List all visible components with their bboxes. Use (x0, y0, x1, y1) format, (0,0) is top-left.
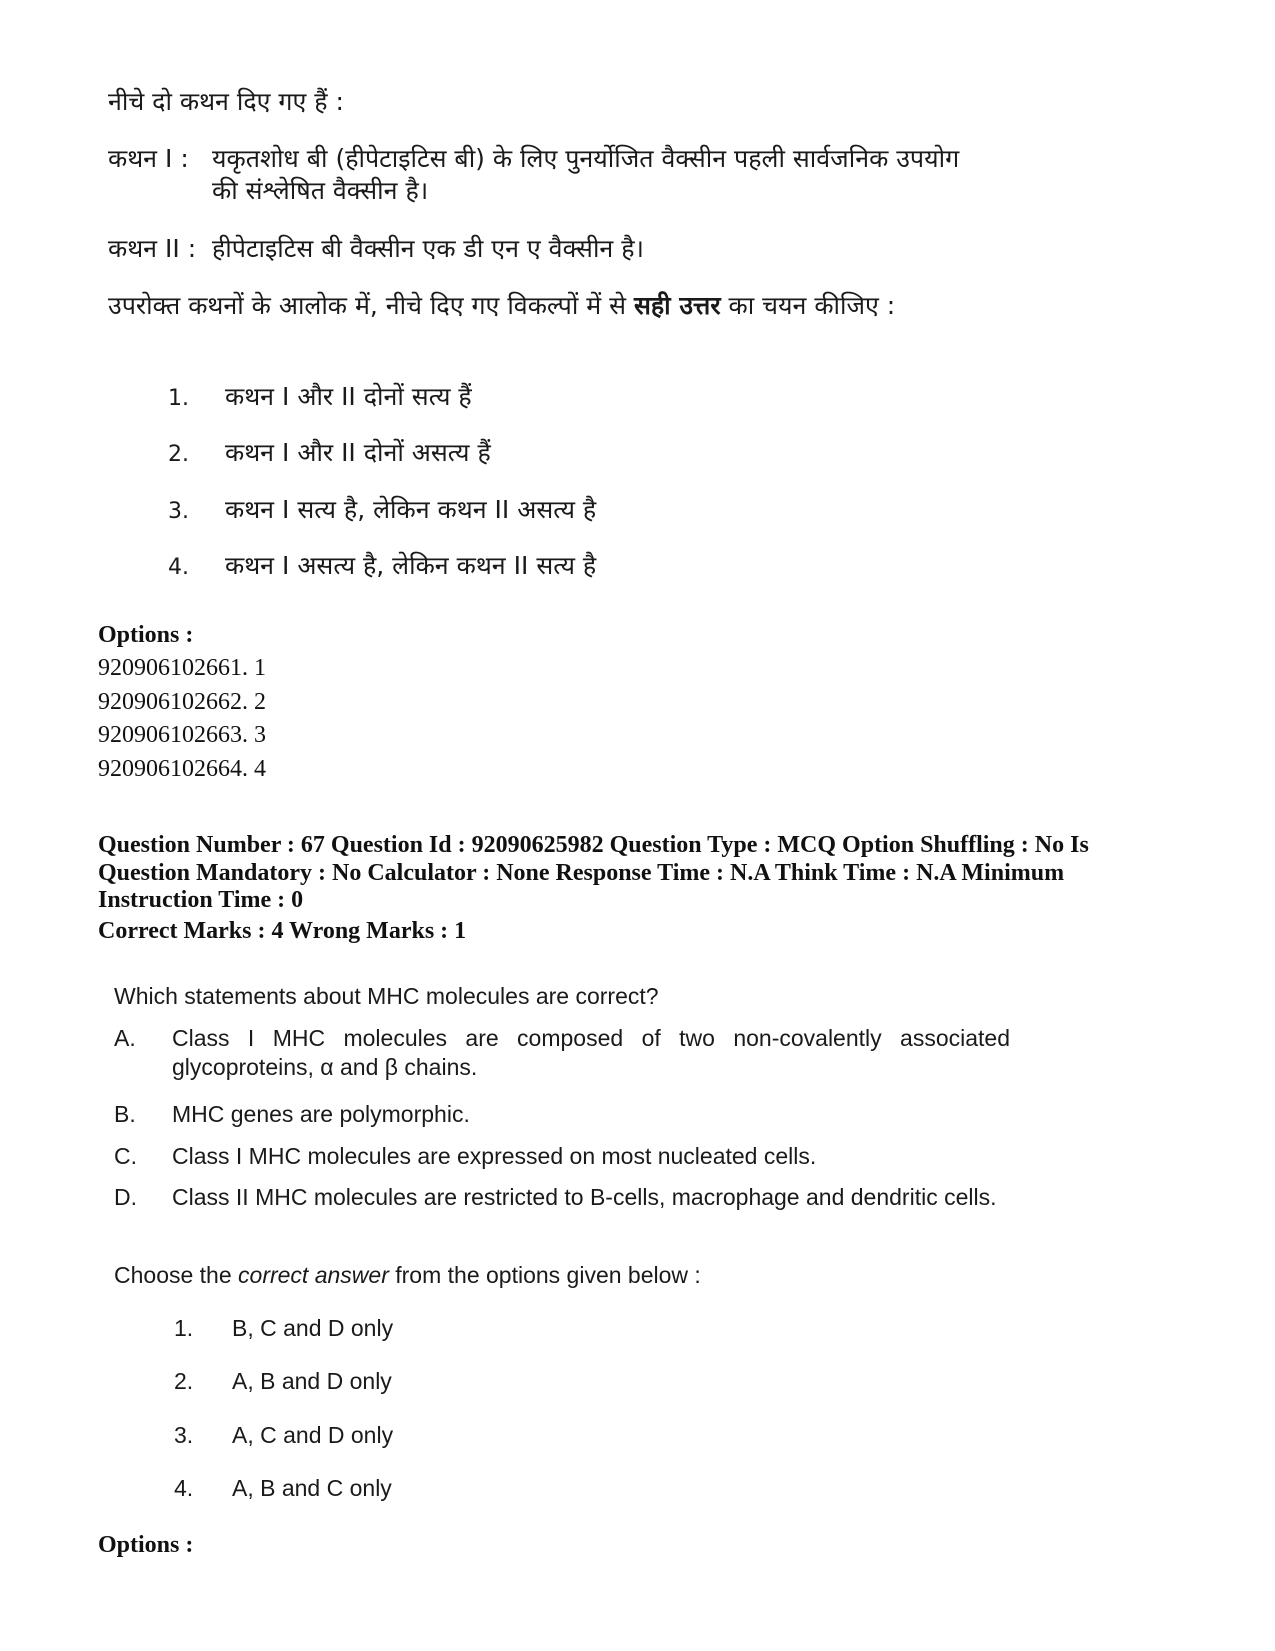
choice-text: A, B and C only (232, 1475, 392, 1501)
choose-before: Choose the (114, 1262, 232, 1288)
english-question: Which statements about MHC molecules are correct? (114, 983, 659, 1009)
hindi-statement-1-label: कथन I : (108, 144, 189, 173)
hindi-choice-number: 2. (168, 442, 189, 467)
english-statement-d (114, 1183, 1014, 1212)
choice-text: A, B and D only (232, 1368, 392, 1394)
hindi-choice-number: 3. (168, 499, 189, 524)
hindi-choice-text: कथन I और II दोनों असत्य हैं (225, 438, 491, 467)
option-line: 920906102662. 2 (98, 689, 266, 715)
choice-text: A, C and D only (232, 1422, 394, 1448)
statement-text: Class I MHC molecules are composed of two non-covalently associated glycoproteins, α and β chains. (172, 1025, 1010, 1080)
hindi-instruction (108, 290, 988, 322)
hindi-choice-number: 4. (168, 555, 189, 580)
english-statement-a (114, 1024, 1014, 1082)
statement-label: A. (114, 1025, 136, 1051)
hindi-statement-1-text: यकृतशोध बी (हीपेटाइटिस बी) के लिए पुनर्योजित वैक्सीन पहली सार्वजनिक उपयोग की संश्लेषित वैक्सीन है। (212, 144, 960, 205)
option-line: 920906102663. 3 (98, 722, 266, 748)
hindi-statement-1 (108, 143, 988, 207)
statement-text: MHC genes are polymorphic. (172, 1101, 470, 1127)
hindi-statement-2-label: कथन II : (108, 234, 197, 263)
option-line: 920906102661. 1 (98, 655, 266, 681)
choose-italic: correct answer (238, 1262, 389, 1288)
question-marks: Correct Marks : 4 Wrong Marks : 1 (98, 918, 467, 944)
hindi-instruction-before: उपरोक्त कथनों के आलोक में, नीचे दिए गए विकल्पों में से (108, 291, 627, 320)
english-statement-c (114, 1142, 1014, 1171)
hindi-intro: नीचे दो कथन दिए गए हैं : (108, 87, 344, 116)
choice-text: B, C and D only (232, 1315, 394, 1341)
choice-number: 1. (174, 1315, 194, 1341)
hindi-instruction-bold: सही उत्तर (634, 291, 721, 320)
options-heading-2: Options : (98, 1532, 194, 1558)
option-line: 920906102664. 4 (98, 756, 266, 782)
choose-after: from the options given below : (395, 1262, 701, 1288)
hindi-choice-text: कथन I और II दोनों सत्य हैं (225, 382, 472, 411)
hindi-choice-text: कथन I असत्य है, लेकिन कथन II सत्य है (225, 551, 597, 580)
hindi-statement-2 (108, 233, 988, 265)
choice-number: 4. (174, 1475, 194, 1501)
choice-number: 3. (174, 1422, 194, 1448)
statement-label: B. (114, 1101, 136, 1127)
english-choose-instruction (114, 1261, 701, 1290)
statement-text: Class II MHC molecules are restricted to B-cells, macrophage and dendritic cells. (172, 1184, 997, 1210)
options-heading: Options : (98, 622, 194, 648)
hindi-choice-text: कथन I सत्य है, लेकिन कथन II असत्य है (225, 495, 597, 524)
hindi-statement-2-text: हीपेटाइटिस बी वैक्सीन एक डी एन ए वैक्सीन है। (212, 234, 645, 263)
question-meta: Question Number : 67 Question Id : 92090625982 Question Type : MCQ Option Shuffling : No Is Question Mandatory : No Calculator : None Response Time : N.A Think Time : N.A Minimum Instruction Time : 0 (98, 832, 1089, 913)
statement-label: D. (114, 1184, 137, 1210)
statement-text: Class I MHC molecules are expressed on most nucleated cells. (172, 1143, 817, 1169)
choice-number: 2. (174, 1368, 194, 1394)
statement-label: C. (114, 1143, 137, 1169)
hindi-instruction-after: का चयन कीजिए : (728, 291, 896, 320)
hindi-choice-number: 1. (168, 386, 189, 411)
english-statement-b (114, 1100, 1014, 1129)
